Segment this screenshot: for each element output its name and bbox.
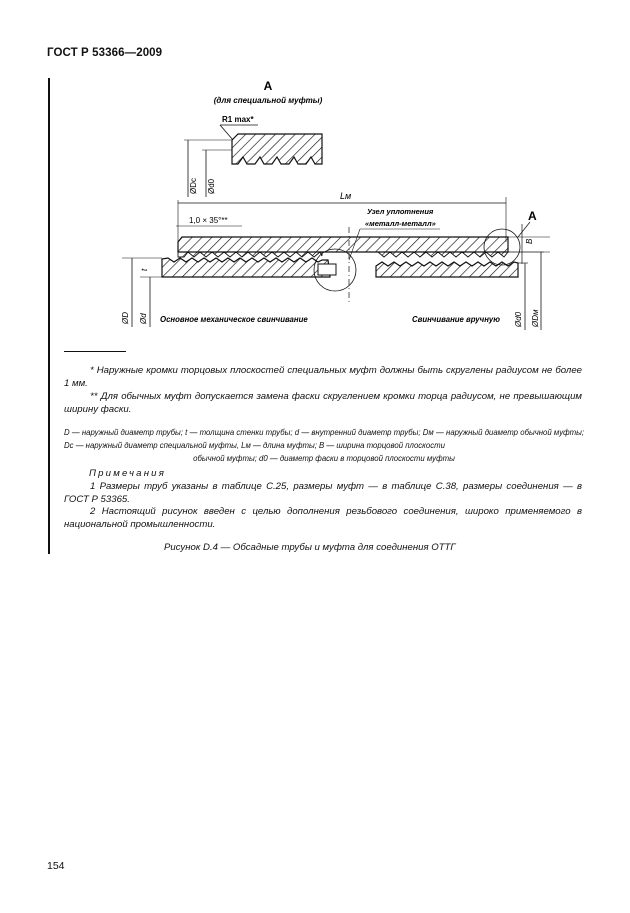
dim-D-text: ØD xyxy=(121,312,130,324)
legend-line-2: обычной муфты; d0 — диаметр фаски в торцовой плоскости муфты xyxy=(193,454,455,463)
legend-line-1: D — наружный диаметр трубы; t — толщина стенки трубы; d — внутренний диаметр трубы; Dм — наружный диаметр обычной муфты; Dс — наружный диаметр специальной муфты, Lм — длина муфты; B — ширина торцовой плоскости xyxy=(64,428,584,450)
coupling-threads xyxy=(178,252,508,257)
seal-label-1: Узел уплотнения xyxy=(367,207,434,216)
dim-d0-top-text: Ød0 xyxy=(207,178,216,194)
figure-caption: Рисунок D.4 — Обсадные трубы и муфта для соединения ОТТГ xyxy=(164,542,456,553)
dim-d0-text: Ød0 xyxy=(514,311,523,327)
footnote-1: * Наружные кромки торцовых плоскостей специальных муфт должны быть скруглены радиусом не более 1 мм. xyxy=(64,365,582,390)
footnote-separator xyxy=(64,351,126,352)
radius-leader-2 xyxy=(220,125,233,140)
label-mech: Основное механическое свинчивание xyxy=(160,315,308,324)
seal-label-2: «металл-металл» xyxy=(365,219,436,228)
callout-A-leader xyxy=(518,222,530,237)
technical-drawing xyxy=(60,72,615,340)
dim-Dc-text: ØDc xyxy=(189,178,198,194)
detail-sublabel: (для специальной муфты) xyxy=(213,96,323,105)
page-header-title: ГОСТ Р 53366—2009 xyxy=(47,47,163,59)
dim-Dm-text: ØDм xyxy=(531,309,540,327)
chamfer-text: 1,0 × 35°** xyxy=(189,216,228,225)
pipe-left xyxy=(162,258,330,277)
label-hand: Свинчивание вручную xyxy=(412,315,500,324)
coupling-body xyxy=(178,237,508,252)
dim-Lm-text: Lм xyxy=(340,191,352,201)
dim-t-text: t xyxy=(140,268,149,271)
notes-heading: Примечания xyxy=(89,468,167,479)
dim-d-text: Ød xyxy=(139,313,148,324)
page-number: 154 xyxy=(47,860,65,872)
symbol-legend xyxy=(64,426,584,465)
change-bar xyxy=(48,78,50,554)
note-1: 1 Размеры труб указаны в таблице С.25, размеры муфт — в таблице С.38, размеры соединения — в ГОСТ Р 53365. xyxy=(64,481,582,506)
dim-B-text: B xyxy=(525,238,534,244)
callout-A: А xyxy=(528,209,537,223)
detail-coupling xyxy=(232,134,322,164)
pipe-left-nose xyxy=(318,264,336,275)
footnote-2: ** Для обычных муфт допускается замена фаски скруглением кромки торца радиусом, не превышающим ширину фаски. xyxy=(64,391,582,416)
note-2: 2 Настоящий рисунок введен с целью дополнения резьбового соединения, широко применяемого в национальной промышленности. xyxy=(64,506,582,531)
detail-label: А xyxy=(263,79,273,93)
radius-label: R1 max* xyxy=(222,115,254,124)
